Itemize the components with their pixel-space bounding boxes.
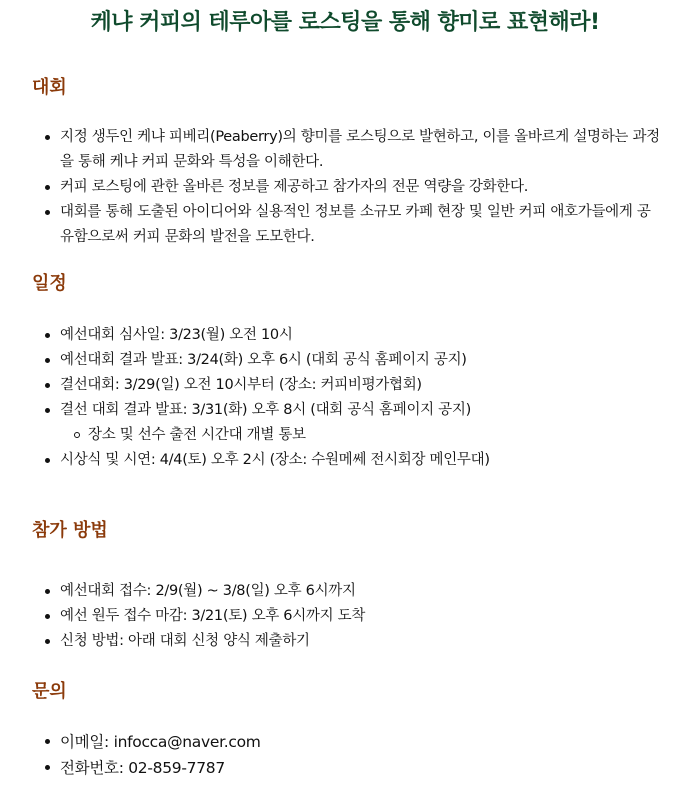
section-heading-participation: 참가 방법 [32,520,108,541]
schedule-list [0,323,690,473]
list-item: 예선대회 심사일: 3/23(월) 오전 10시 [0,323,690,348]
list-item: 예선 원두 접수 마감: 3/21(토) 오후 6시까지 도착 [0,604,690,629]
sub-list-item: 장소 및 선수 출전 시간대 개별 통보 [60,423,660,448]
list-item: 시상식 및 시연: 4/4(토) 오후 2시 (장소: 수원메쎄 전시회장 메인무대) [0,448,690,473]
contact-list [0,729,690,781]
email-item[interactable]: 이메일: infocca@naver.com [0,729,690,755]
schedule-sub-list [60,423,660,448]
list-item: 대회를 통해 도출된 아이디어와 실용적인 정보를 소규모 카페 현장 및 일반 커피 애호가들에게 공유함으로써 커피 문화의 발전을 도모한다. [0,200,690,250]
list-item: 신청 방법: 아래 대회 신청 양식 제출하기 [0,629,690,654]
list-item: 예선대회 결과 발표: 3/24(화) 오후 6시 (대회 공식 홈페이지 공지) [0,348,690,373]
section-heading-schedule: 일정 [32,273,67,294]
list-item: 결선대회: 3/29(일) 오전 10시부터 (장소: 커피비평가협회) [0,373,690,398]
participation-list [0,579,690,654]
competition-list [0,125,690,250]
list-item: 지정 생두인 케냐 피베리(Peaberry)의 향미를 로스팅으로 발현하고, 이를 올바르게 설명하는 과정을 통해 케냐 커피 문화와 특성을 이해한다. [0,125,690,175]
section-heading-competition: 대회 [32,77,67,98]
list-item [0,398,690,448]
phone-item: 전화번호: 02-859-7787 [0,755,690,781]
list-item: 커피 로스팅에 관한 올바른 정보를 제공하고 참가자의 전문 역량을 강화한다. [0,175,690,200]
list-item: 예선대회 접수: 2/9(월) ~ 3/8(일) 오후 6시까지 [0,579,690,604]
list-item-text: 결선 대회 결과 발표: 3/31(화) 오후 8시 (대회 공식 홈페이지 공지) [60,402,471,418]
section-heading-contact: 문의 [32,681,67,702]
page-title: 케냐 커피의 테루아를 로스팅을 통해 향미로 표현해라! [90,10,600,35]
